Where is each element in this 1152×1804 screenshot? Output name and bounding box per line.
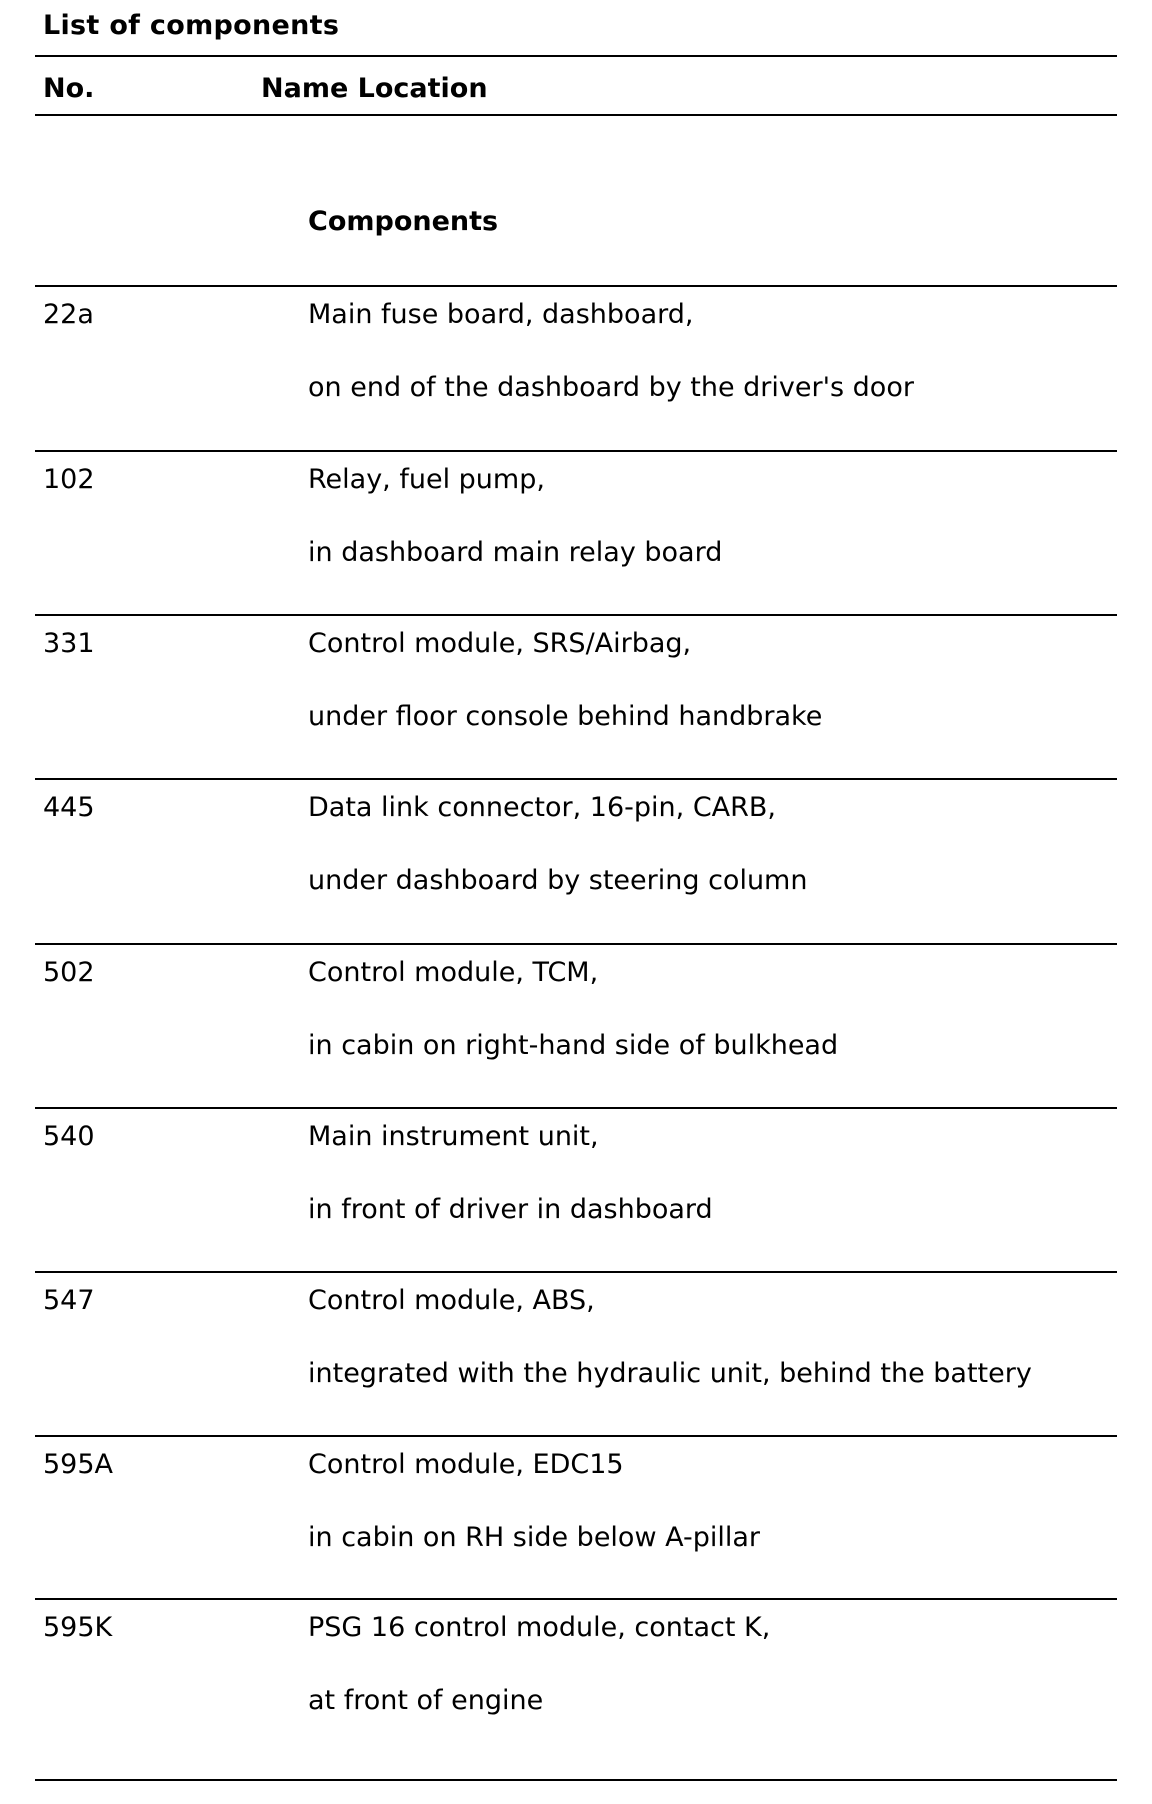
row-location: integrated with the hydraulic unit, behind the battery [308,1358,1032,1389]
row-name: Control module, SRS/Airbag, [308,628,692,659]
row-location: under floor console behind handbrake [308,701,823,732]
row-number: 22a [43,299,94,330]
row-name: Main fuse board, dashboard, [308,299,694,330]
row-number: 102 [43,464,95,495]
header-rule [35,114,1117,116]
table-row [35,452,1117,616]
table-row [35,780,1117,944]
table-row [35,616,1117,780]
title-rule [35,55,1117,57]
row-name: Relay, fuel pump, [308,464,545,495]
table-row [35,1273,1117,1437]
row-location: on end of the dashboard by the driver's door [308,372,914,403]
table-row [35,1437,1117,1601]
row-number: 331 [43,628,95,659]
row-name: Main instrument unit, [308,1121,599,1152]
row-number: 540 [43,1121,95,1152]
table-row [35,1109,1117,1273]
row-location: under dashboard by steering column [308,865,808,896]
row-number: 502 [43,957,95,988]
row-location: in cabin on RH side below A-pillar [308,1522,761,1553]
row-number: 595A [43,1449,114,1480]
table-row [35,945,1117,1109]
row-number: 445 [43,792,95,823]
header-no: No. [43,73,95,104]
table-row [35,287,1117,451]
row-name: Data link connector, 16-pin, CARB, [308,792,777,823]
row-location: at front of engine [308,1685,544,1716]
row-location: in dashboard main relay board [308,537,723,568]
row-name: Control module, TCM, [308,957,599,988]
row-name: Control module, EDC15 [308,1449,624,1480]
row-number: 547 [43,1285,95,1316]
row-location: in cabin on right-hand side of bulkhead [308,1030,839,1061]
row-number: 595K [43,1612,113,1643]
bottom-rule [35,1779,1117,1781]
table-row [35,1600,1117,1764]
row-name: PSG 16 control module, contact K, [308,1612,771,1643]
row-name: Control module, ABS, [308,1285,595,1316]
section-title: Components [308,206,499,237]
row-location: in front of driver in dashboard [308,1194,713,1225]
document-title: List of components [43,10,340,41]
header-name-location: Name Location [261,73,488,104]
